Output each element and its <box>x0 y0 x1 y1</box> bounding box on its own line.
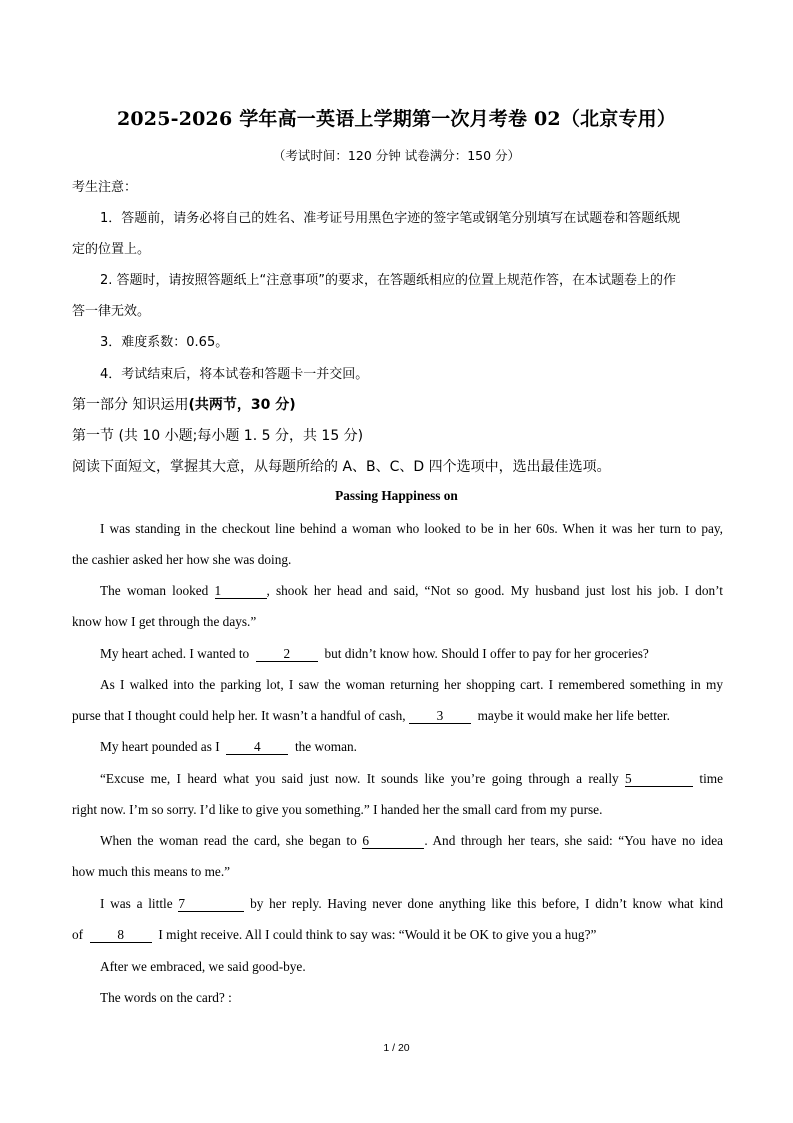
passage-text: of <box>72 927 84 942</box>
passage-title: Passing Happiness on <box>335 488 458 503</box>
passage-p4-line-2 <box>72 708 727 724</box>
passage-p6-line-1 <box>100 771 723 787</box>
passage-text: . And through her tears, she said: “You have no idea <box>424 833 723 848</box>
passage-text: When the woman read the card, she began to <box>100 833 357 848</box>
passage-text: purse that I thought could help her. It wasn’t a handful of cash, <box>72 708 406 723</box>
passage-p9: After we embraced, we said good-bye. <box>100 959 306 974</box>
part-one-heading-label: 第一部分 知识运用 <box>72 397 189 413</box>
blank-7: 7 <box>178 897 244 912</box>
section-instruction: 阅读下面短文，掌握其大意，从每题所给的 A、B、C、D 四个选项中，选出最佳选项。 <box>72 459 611 475</box>
page-number: 1 / 20 <box>383 1042 410 1054</box>
passage-p8-line-1 <box>100 896 723 912</box>
blank-1: 1 <box>215 584 267 599</box>
exam-title: 2025-2026 学年高一英语上学期第一次月考卷 02（北京专用） <box>116 108 677 130</box>
passage-text: I was a little <box>100 896 173 911</box>
notice-item-4: 4．考试结束后，将本试卷和答题卡一并交回。 <box>100 367 369 382</box>
blank-5: 5 <box>625 772 693 787</box>
passage-text: , shook her head and said, “Not so good. My husband just lost his job. I don’t <box>266 583 724 598</box>
passage-p2-line-1 <box>100 583 723 599</box>
exam-subtitle: （考试时间：120 分钟 试卷满分：150 分） <box>272 148 521 163</box>
passage-text: by her reply. Having never done anything like this before, I didn’t know what kind <box>250 896 723 911</box>
part-one-heading-score: (共两节，30 分) <box>188 397 296 413</box>
passage-p6-line-2: right now. I’m so sorry. I’d like to give you something.” I handed her the small card from my purse. <box>72 802 603 817</box>
passage-text: maybe it would make her life better. <box>477 708 670 723</box>
notice-item-1-line-2: 定的位置上。 <box>72 242 151 257</box>
passage-p10: The words on the card? : <box>100 990 232 1005</box>
notice-item-2-line-1: 2. 答题时，请按照答题纸上“注意事项”的要求，在答题纸相应的位置上规范作答，在本试题卷上的作 <box>100 273 677 288</box>
notice-item-3: 3．难度系数：0.65。 <box>100 335 229 350</box>
passage-text: time <box>699 771 724 786</box>
passage-p3 <box>100 646 755 662</box>
blank-2: 2 <box>256 647 318 662</box>
passage-p5 <box>100 739 755 755</box>
passage-p1-line-1: I was standing in the checkout line behind a woman who looked to be in her 60s. When it was her turn to pay, <box>100 521 723 536</box>
section-one-heading-a: 第一节 (共 10 小题 <box>72 428 193 444</box>
blank-3: 3 <box>409 709 471 724</box>
passage-text: “Excuse me, I heard what you said just now. It sounds like you’re going through a really <box>100 771 619 786</box>
section-one-heading <box>72 425 727 445</box>
passage-text: but didn’t know how. Should I offer to pay for her groceries? <box>324 646 649 661</box>
passage-p4-line-1: As I walked into the parking lot, I saw the woman returning her shopping cart. I remembered something in my <box>100 677 723 692</box>
passage-p2-line-2: know how I get through the days.” <box>72 614 257 629</box>
blank-4: 4 <box>226 740 288 755</box>
blank-6: 6 <box>362 834 424 849</box>
passage-text: the woman. <box>294 739 357 754</box>
passage-p7-line-2: how much this means to me.” <box>72 864 231 879</box>
section-one-heading-b: ;每小题 1. 5 分，共 15 分) <box>192 428 364 444</box>
passage-text: My heart pounded as I <box>100 739 220 754</box>
passage-text: The woman looked <box>100 583 209 598</box>
notice-item-1-line-1: 1．答题前，请务必将自己的姓名、准考证号用黑色字迹的签字笔或钢笔分别填写在试题卷和答题纸规 <box>100 211 681 226</box>
part-one-heading <box>72 394 727 414</box>
passage-p8-line-2 <box>72 927 727 943</box>
notice-heading: 考生注意： <box>72 180 138 195</box>
passage-p7-line-1 <box>100 833 723 849</box>
passage-p1-line-2: the cashier asked her how she was doing. <box>72 552 292 567</box>
notice-item-2-line-2: 答一律无效。 <box>72 304 151 319</box>
passage-text: My heart ached. I wanted to <box>100 646 250 661</box>
passage-text: I might receive. All I could think to say was: “Would it be OK to give you a hug?” <box>158 927 597 942</box>
blank-8: 8 <box>90 928 152 943</box>
